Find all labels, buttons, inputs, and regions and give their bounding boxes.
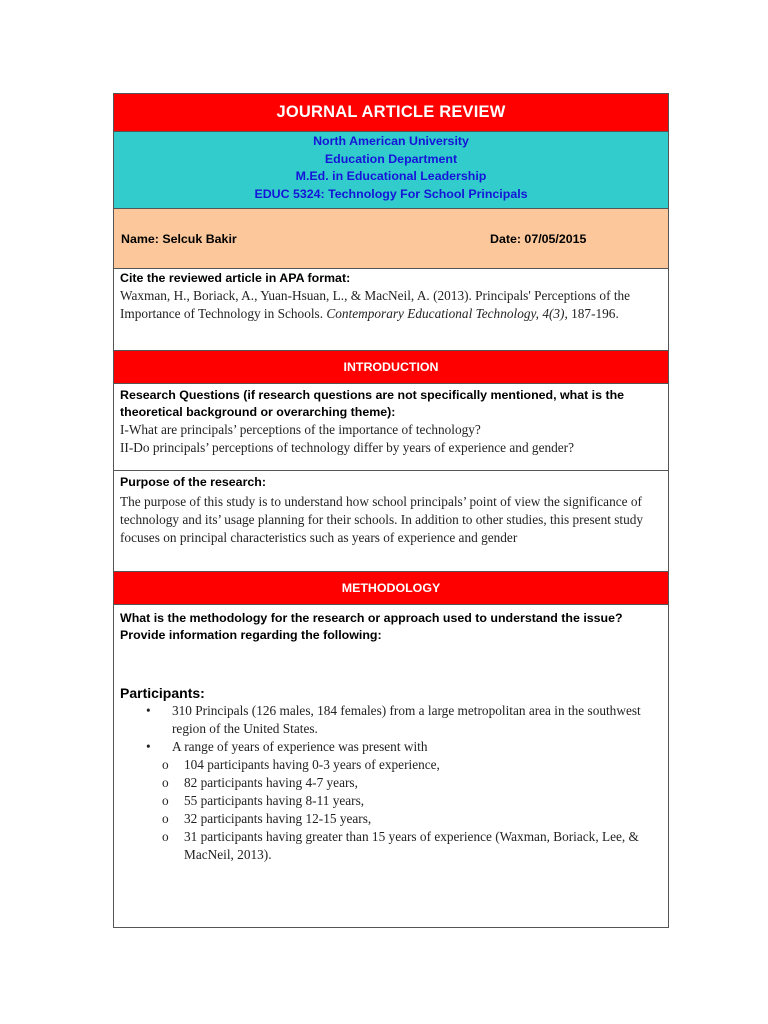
purpose-section xyxy=(114,471,668,572)
participant-count-text: 310 Principals (126 males, 184 females) from a large metropolitan area in the southwest region of the United States. xyxy=(172,703,641,736)
sub-bullet-icon: o xyxy=(162,811,169,826)
list-item xyxy=(162,810,662,828)
university-header xyxy=(114,132,668,209)
course-name: EDUC 5324: Technology For School Principals xyxy=(254,186,528,201)
list-item xyxy=(162,792,662,810)
list-item xyxy=(162,756,662,774)
student-info-row xyxy=(114,209,668,269)
experience-item-text: 104 participants having 0-3 years of experience, xyxy=(184,757,440,772)
participants-label: Participants: xyxy=(120,685,205,701)
methodology-heading: METHODOLOGY xyxy=(341,581,441,595)
research-question-1: I-What are principals’ perceptions of the importance of technology? xyxy=(120,422,481,437)
bullet-icon: • xyxy=(146,703,151,718)
purpose-text: The purpose of this study is to understand how school principals’ point of view the significance of technology and its’ usage planning for their schools. In addition to other studies, this present study focuses on principal characteristics such as years of experience and gender xyxy=(120,494,644,545)
introduction-heading: INTRODUCTION xyxy=(343,360,439,374)
form-title-bar xyxy=(114,94,668,132)
list-item xyxy=(162,828,662,864)
form-title: JOURNAL ARTICLE REVIEW xyxy=(276,103,506,121)
sub-bullet-icon: o xyxy=(162,793,169,808)
introduction-heading-bar xyxy=(114,351,668,384)
research-question-2: II-Do principals’ perceptions of technology differ by years of experience and gender? xyxy=(120,440,574,455)
experience-item-text: 32 participants having 12-15 years, xyxy=(184,811,372,826)
sub-bullet-icon: o xyxy=(162,757,169,772)
sub-bullet-icon: o xyxy=(162,775,169,790)
list-item xyxy=(146,702,662,738)
research-questions-label: Research Questions (if research questions are not specifically mentioned, what is the theoretical background or overarching theme): xyxy=(120,388,625,419)
citation-label: Cite the reviewed article in APA format: xyxy=(120,271,351,285)
sub-bullet-icon: o xyxy=(162,829,169,844)
experience-item-text: 31 participants having greater than 15 years of experience (Waxman, Boriack, Lee, & MacNeil, 2013). xyxy=(184,829,639,862)
student-name: Name: Selcuk Bakir xyxy=(121,231,237,246)
experience-item-text: 55 participants having 8-11 years, xyxy=(184,793,365,808)
citation-pages: 187-196. xyxy=(571,306,619,321)
methodology-question: What is the methodology for the research or approach used to understand the issue? Provide information regarding the following: xyxy=(120,611,623,642)
citation-text xyxy=(120,287,662,323)
purpose-label: Purpose of the research: xyxy=(120,475,266,489)
review-date: Date: 07/05/2015 xyxy=(490,231,587,246)
bullet-icon: • xyxy=(146,739,151,754)
methodology-heading-bar xyxy=(114,572,668,605)
methodology-section xyxy=(114,605,668,927)
experience-list xyxy=(120,756,662,864)
department-name: Education Department xyxy=(324,151,458,166)
journal-review-form xyxy=(113,93,669,928)
experience-item-text: 82 participants having 4-7 years, xyxy=(184,775,358,790)
list-item xyxy=(162,774,662,792)
research-questions-section xyxy=(114,384,668,471)
citation-section xyxy=(114,269,668,351)
university-name: North American University xyxy=(313,134,469,148)
citation-main: Waxman, H., Boriack, A., Yuan-Hsuan, L., & MacNeil, A. (2013). Principals' Perceptions of the Importance of Technology in Schools. xyxy=(120,288,631,321)
citation-journal: Contemporary Educational Technology, 4(3), xyxy=(326,306,568,321)
list-item xyxy=(146,738,662,756)
experience-range-text: A range of years of experience was present with xyxy=(172,739,428,754)
participants-list xyxy=(120,702,662,756)
program-name: M.Ed. in Educational Leadership xyxy=(295,169,487,183)
